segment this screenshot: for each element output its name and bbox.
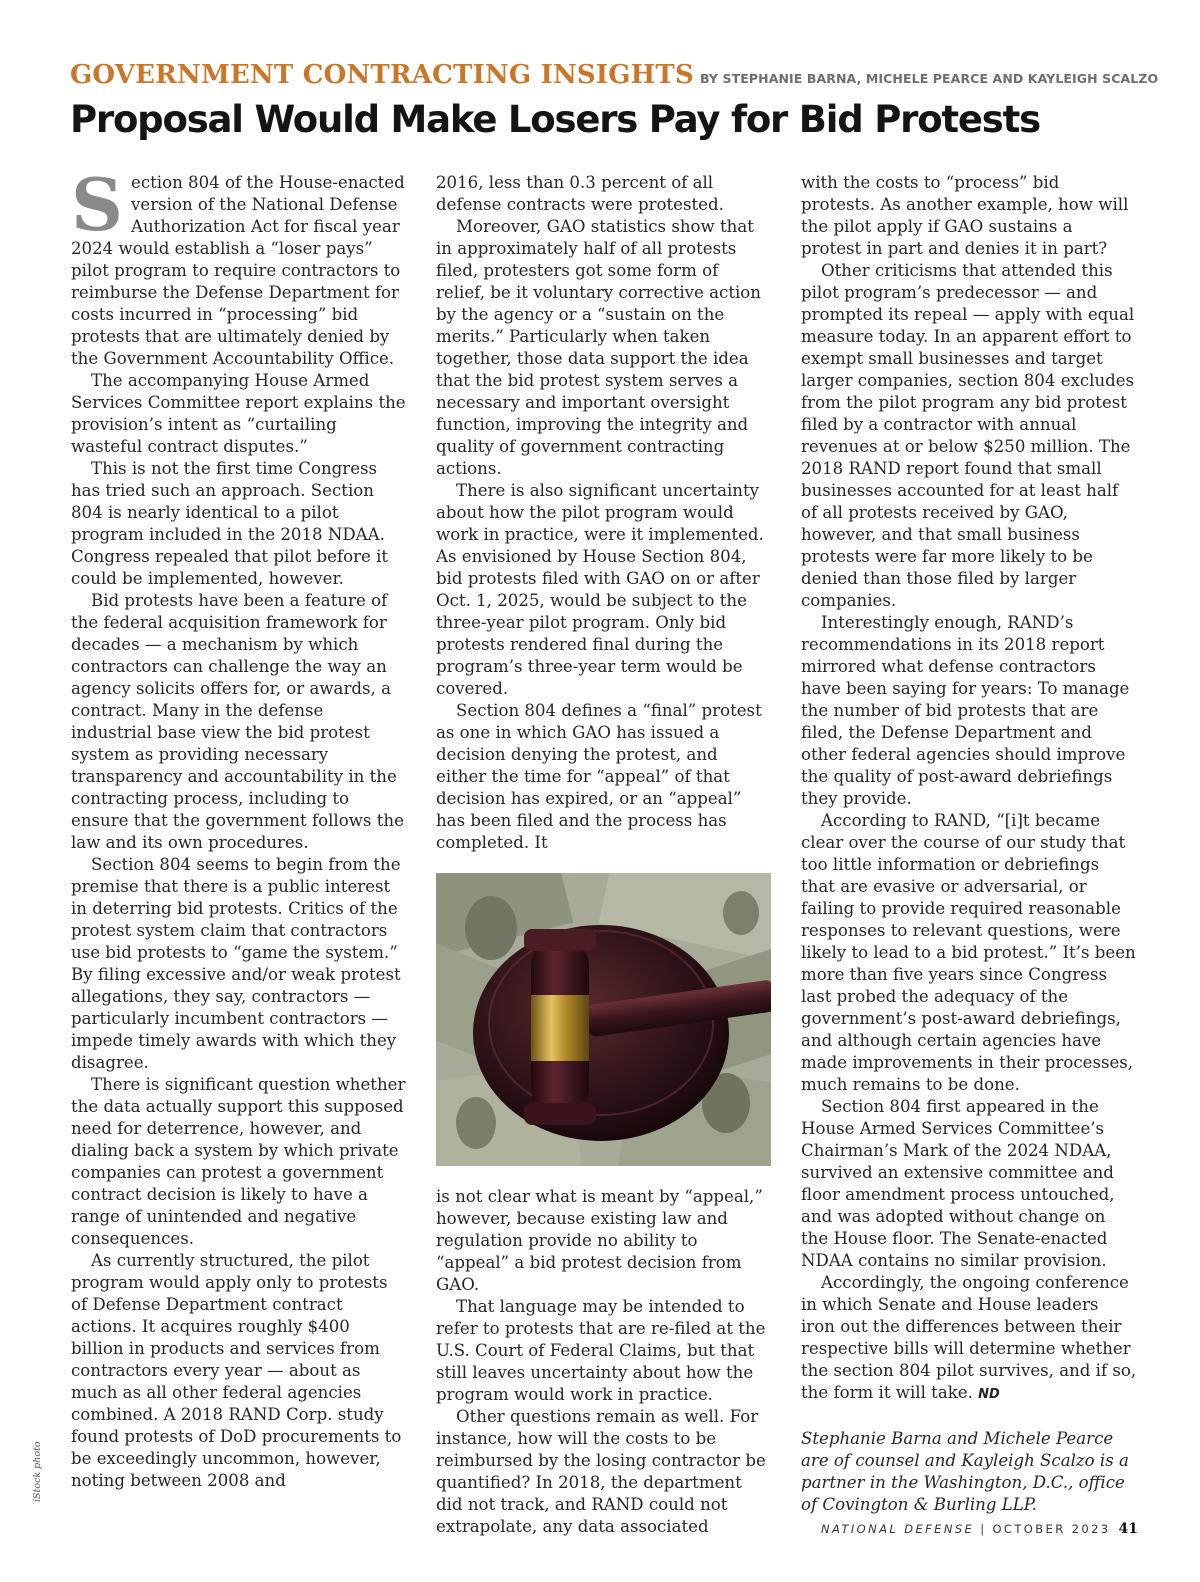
author-bio: Stephanie Barna and Michele Pearce are of counsel and Kayleigh Scalzo is a partner in the Washington, D.C., office of Covington & Burling LLP.: [801, 1429, 1129, 1514]
gavel-illustration: [436, 873, 771, 1166]
end-mark: ND: [978, 1387, 1000, 1402]
paragraph: is not clear what is meant by “appeal,” however, because existing law and regulation provide no ability to “appeal” a bid protest decision from GAO.: [436, 1187, 763, 1294]
paragraph: [71, 162, 406, 370]
photo-credit: iStock photo: [32, 1441, 43, 1502]
paragraph: Section 804 first appeared in the House Armed Services Committee’s Chairman’s Mark of the 2024 NDAA, survived an extensive committee and floor amendment process untouched, and was adopted without change on the House floor. The Senate-enacted NDAA contains no similar provision.: [801, 1097, 1115, 1270]
paragraph: Section 804 defines a “final” protest as one in which GAO has issued a decision denying the protest, and either the time for “appeal” of that decision has expired, or an “appeal” has been filed and the process has completed. It: [436, 701, 762, 852]
paragraph: That language may be intended to refer to protests that are re-filed at the U.S. Court of Federal Claims, but that still leaves uncertainty about how the program would work in practice.: [436, 1297, 766, 1404]
gavel-on-money-image: [436, 873, 771, 1166]
paragraph: [801, 1272, 1137, 1406]
section-kicker: GOVERNMENT CONTRACTING INSIGHTS: [70, 60, 694, 90]
paragraph: According to RAND, “[i]t became clear over the course of our study that too little information or debriefings that are evasive or adversarial, or failing to provide required reasonable responses to relevant questions, were likely to lead to a bid protest.” It’s been more than five years since Congress last probed the adequacy of the government’s post-award debriefings, and although certain agencies have made improvements in their processes, much remains to be done.: [801, 811, 1136, 1094]
paragraph: with the costs to “process” bid protests. As another example, how will the pilot apply if GAO sustains a protest in part and denies it in part?: [801, 173, 1129, 258]
page-number: 41: [1118, 1521, 1138, 1537]
column-2: [436, 172, 771, 1538]
paragraph-text: ection 804 of the House-enacted version of the National Defense Authorization Act for fiscal year 2024 would establish a “loser pays” pilot program to require contractors to reimburse the Defense Department for costs incurred in “processing” bid protests that are ultimately denied by the Government Accountability Office.: [71, 173, 405, 368]
page-footer: [821, 1521, 1138, 1537]
publication-name: NATIONAL DEFENSE: [820, 1522, 975, 1536]
footer-separator: |: [980, 1522, 987, 1536]
paragraph-text: Accordingly, the ongoing conference in which Senate and House leaders iron out the differences between their respective bills will determine whether the section 804 pilot survives, and if so, the form it will take.: [801, 1273, 1137, 1402]
issue-date: OCTOBER 2023: [992, 1522, 1111, 1536]
column-1: [71, 162, 406, 1492]
kicker-line: [70, 58, 1160, 92]
paragraph: 2016, less than 0.3 percent of all defense contracts were protested.: [436, 173, 724, 214]
paragraph: Moreover, GAO statistics show that in approximately half of all protests filed, protesters got some form of relief, be it voluntary corrective action by the agency or a “sustain on the merits.” Particularly when taken together, those data support the idea that the bid protest system serves a necessary and important oversight function, improving the integrity and quality of government contracting actions.: [436, 217, 761, 478]
paragraph: Interestingly enough, RAND’s recommendations in its 2018 report mirrored what defense contractors have been saying for years: To manage the number of bid protests that are filed, the Defense Department and other federal agencies should improve the quality of post-award debriefings they provide.: [801, 613, 1130, 808]
paragraph: There is also significant uncertainty about how the pilot program would work in practice, were it implemented. As envisioned by House Section 804, bid protests filed with GAO on or after Oct. 1, 2025, would be subject to the three-year pilot program. Only bid protests rendered final during the program’s three-year term would be covered.: [436, 481, 764, 698]
drop-cap: S: [71, 162, 123, 247]
paragraph: Other questions remain as well. For instance, how will the costs to be reimbursed by the losing contractor be quantified? In 2018, the department did not track, and RAND could not extrapolate, any data associated: [436, 1407, 766, 1536]
column-3: [801, 172, 1137, 1516]
paragraph: Other criticisms that attended this pilot program’s predecessor — and prompted its repeal — apply with equal measure today. In an apparent effort to exempt small businesses and target larger companies, section 804 excludes from the pilot program any bid protest filed by a contractor with annual revenues at or below $250 million. The 2018 RAND report found that small businesses accounted for at least half of all protests received by GAO, however, and that small business protests were far more likely to be denied than those filed by larger companies.: [801, 261, 1135, 610]
paragraph: As currently structured, the pilot program would apply only to protests of Defense Department contract actions. It acquires roughly $400 billion in products and services from contractors every year — about as much as all other federal agencies combined. A 2018 RAND Corp. study found protests of DoD procurements to be exceedingly uncommon, however, noting between 2008 and: [71, 1251, 402, 1490]
paragraph: There is significant question whether the data actually support this supposed need for deterrence, however, and dialing back a system by which private companies can protest a government contract decision is likely to have a range of unintended and negative consequences.: [71, 1075, 406, 1248]
headline: Proposal Would Make Losers Pay for Bid Protests: [70, 98, 1040, 141]
paragraph: Bid protests have been a feature of the federal acquisition framework for decades — a mechanism by which contractors can challenge the way an agency solicits offers for, or awards, a contract. Many in the defense industrial base view the bid protest system as providing necessary transparency and accountability in the contracting process, including to ensure that the government follows the law and its own procedures.: [71, 591, 404, 852]
article-header: [70, 58, 1160, 144]
byline: BY STEPHANIE BARNA, MICHELE PEARCE AND KAYLEIGH SCALZO: [699, 71, 1159, 86]
paragraph: Section 804 seems to begin from the premise that there is a public interest in deterring bid protests. Critics of the protest system claim that contractors use bid protests to “game the system.” By filing excessive and/or weak protest allegations, they say, contractors — particularly incumbent contractors — impede timely awards with which they disagree.: [71, 855, 401, 1072]
paragraph: This is not the first time Congress has tried such an approach. Section 804 is nearly identical to a pilot program included in the 2018 NDAA. Congress repealed that pilot before it could be implemented, however.: [71, 459, 389, 588]
paragraph: The accompanying House Armed Services Committee report explains the provision’s intent as “curtailing wasteful contract disputes.”: [71, 371, 406, 456]
